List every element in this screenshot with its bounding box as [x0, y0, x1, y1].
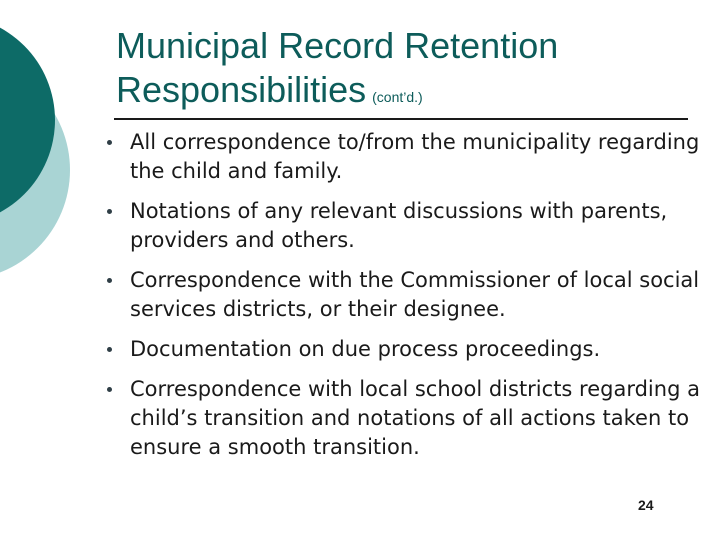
bullet-item [100, 197, 700, 255]
bullet-icon [107, 209, 112, 214]
bullet-icon [107, 140, 112, 145]
bullet-icon [107, 387, 112, 392]
bullet-list [100, 128, 700, 473]
bullet-item [100, 128, 700, 186]
slide-number: 24 [638, 497, 654, 513]
title-line-2 [116, 68, 706, 119]
bullet-text: Correspondence with local school districts regarding a child’s transition and notations of all actions taken to ensure a smooth transition. [130, 377, 700, 459]
bullet-text: All correspondence to/from the municipality regarding the child and family. [130, 130, 700, 183]
title-line-1: Municipal Record Retention [116, 25, 559, 66]
title-divider [114, 118, 688, 120]
title-suffix: (cont’d.) [372, 89, 423, 105]
title-main-text: Responsibilities [116, 69, 367, 110]
bullet-text: Correspondence with the Commissioner of local social services districts, or their designee. [130, 268, 700, 321]
bullet-text: Notations of any relevant discussions with parents, providers and others. [130, 199, 668, 252]
bullet-text: Documentation on due process proceedings. [130, 337, 601, 361]
bullet-item [100, 335, 700, 364]
slide-title [116, 24, 706, 119]
bullet-item [100, 375, 700, 462]
bullet-item [100, 266, 700, 324]
bullet-icon [107, 347, 112, 352]
bullet-icon [107, 278, 112, 283]
